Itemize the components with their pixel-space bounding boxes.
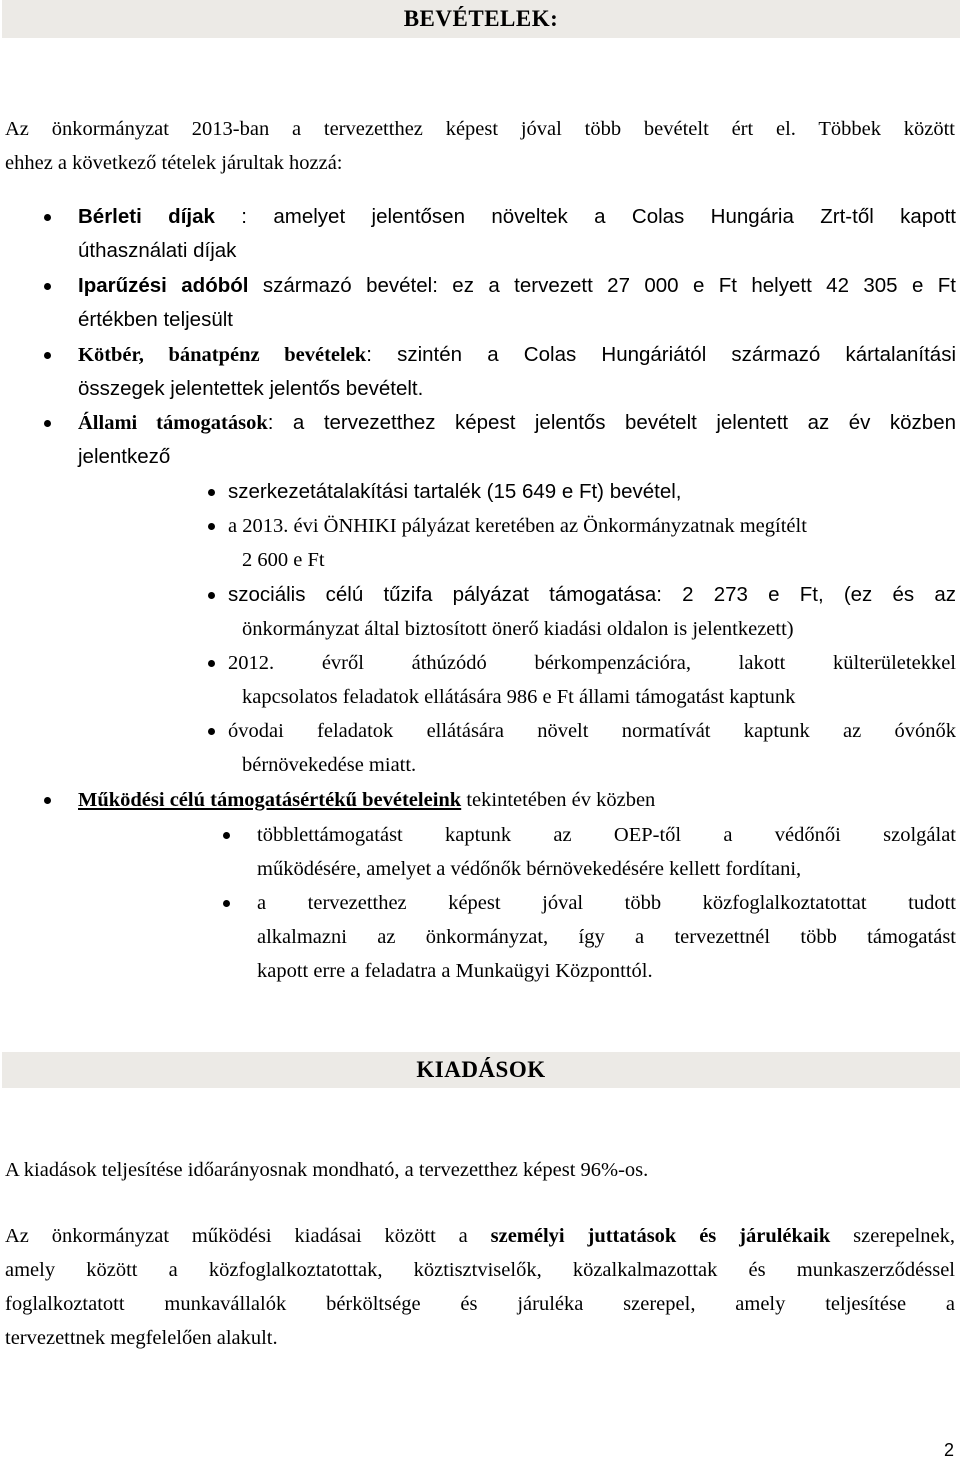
para-text: szerepelnek, — [830, 1225, 956, 1247]
revenue-intro — [5, 112, 955, 180]
list-item — [78, 338, 956, 406]
expenses-heading: KIADÁSOK — [2, 1052, 960, 1088]
list-item — [78, 406, 956, 474]
bullet-icon — [208, 728, 215, 735]
list-item — [228, 509, 956, 577]
page-number: 2 — [943, 1440, 954, 1460]
list-item — [78, 200, 956, 268]
subitem-text: többlettámogatást kaptunk az OEP-től a védőnői szolgálat — [257, 824, 956, 846]
item-text: : a tervezetthez képest jelentős bevételt jelentett az év közben — [267, 411, 956, 434]
item-text-line2: értékben teljesült — [78, 308, 233, 331]
item-text: tekintetében év közben — [461, 789, 656, 811]
subitem-text-line2: bérnövekedése miatt. — [242, 754, 417, 776]
bullet-icon — [44, 352, 51, 359]
subitem-text-line2: működésére, amelyet a védőnők bérnövekedésére kellett fordítani, — [257, 858, 802, 880]
bullet-icon — [208, 592, 215, 599]
subitem-text-line3: kapott erre a feladatra a Munkaügyi Központtól. — [257, 960, 653, 982]
item-title: Állami támogatások — [78, 412, 268, 434]
item-text-line2: úthasználati díjak — [78, 239, 237, 262]
para-bold-text: személyi juttatások és járulékaik — [490, 1225, 831, 1247]
bullet-icon — [223, 832, 230, 839]
list-item — [257, 818, 956, 886]
bullet-icon — [44, 797, 51, 804]
expenses-para-1 — [5, 1153, 955, 1187]
list-item — [78, 269, 956, 337]
subitem-text-line2: alkalmazni az önkormányzat, így a tervezettnél több támogatást — [257, 926, 956, 948]
expenses-para-1-text: A kiadások teljesítése időarányosnak mondható, a tervezetthez képest 96%-os. — [5, 1159, 649, 1181]
para-text-line2: amely között a közfoglalkoztatottak, köztisztviselők, közalkalmazottak és munkaszerződéssel — [5, 1259, 955, 1281]
bullet-icon — [208, 660, 215, 667]
item-text-line2: jelentkező — [78, 445, 171, 468]
subitem-text: a 2013. évi ÖNHIKI pályázat keretében az Önkormányzatnak megítélt — [228, 515, 807, 537]
para-text: Az önkormányzat működési kiadásai között a — [5, 1225, 491, 1247]
item-text-line2: összegek jelentettek jelentős bevételt. — [78, 377, 424, 400]
item-title: Bérleti díjak — [78, 205, 215, 228]
bullet-icon — [208, 523, 215, 530]
para-text-line4: tervezettnek megfelelően alakult. — [5, 1327, 278, 1349]
bullet-icon — [44, 283, 51, 290]
list-item — [78, 783, 956, 817]
expenses-para-2 — [5, 1219, 955, 1355]
subitem-text: szerkezetátalakítási tartalék (15 649 e Ft) bevétel, — [228, 480, 682, 503]
item-text: : szintén a Colas Hungáriától származó kártalanítási — [366, 343, 956, 366]
subitem-text-line2: önkormányzat által biztosított önerő kiadási oldalon is jelentkezett) — [242, 618, 794, 640]
list-item — [228, 646, 956, 714]
item-title: Működési célú támogatásértékű bevételeink — [78, 789, 462, 811]
bullet-icon — [223, 900, 230, 907]
para-text-line3: foglalkoztatott munkavállalók bérköltsége és járuléka szerepel, amely teljesítése a — [5, 1293, 955, 1315]
bullet-icon — [208, 489, 215, 496]
subitem-text: óvodai feladatok ellátására növelt normatívát kaptunk az óvónők — [228, 720, 956, 742]
list-item — [228, 475, 728, 509]
list-item — [228, 578, 956, 646]
list-item — [228, 714, 956, 782]
revenue-heading: BEVÉTELEK: — [2, 0, 960, 38]
subitem-text-line2: kapcsolatos feladatok ellátására 986 e Ft állami támogatást kaptunk — [242, 686, 796, 708]
subitem-text: a tervezetthez képest jóval több közfoglalkoztatottat tudott — [257, 892, 956, 914]
subitem-text: szociális célú tűzifa pályázat támogatása: 2 273 e Ft, (ez és az — [228, 583, 956, 606]
item-title: Iparűzési adóból — [78, 274, 249, 297]
list-item — [257, 886, 956, 988]
bullet-icon — [44, 214, 51, 221]
item-text: : amelyet jelentősen növeltek a Colas Hungária Zrt-től kapott — [214, 205, 957, 228]
item-title: Kötbér, bánatpénz bevételek — [78, 344, 367, 366]
subitem-text-line2: 2 600 e Ft — [242, 549, 325, 571]
intro-line-2: ehhez a következő tételek járultak hozzá: — [5, 152, 343, 174]
item-text: származó bevétel: ez a tervezett 27 000 e Ft helyett 42 305 e Ft — [248, 274, 956, 297]
bullet-icon — [44, 420, 51, 427]
subitem-text: 2012. évről áthúzódó bérkompenzációra, lakott külterületekkel — [228, 652, 956, 674]
intro-line-1: Az önkormányzat 2013-ban a tervezetthez képest jóval több bevételt ért el. Többek között — [5, 118, 955, 140]
